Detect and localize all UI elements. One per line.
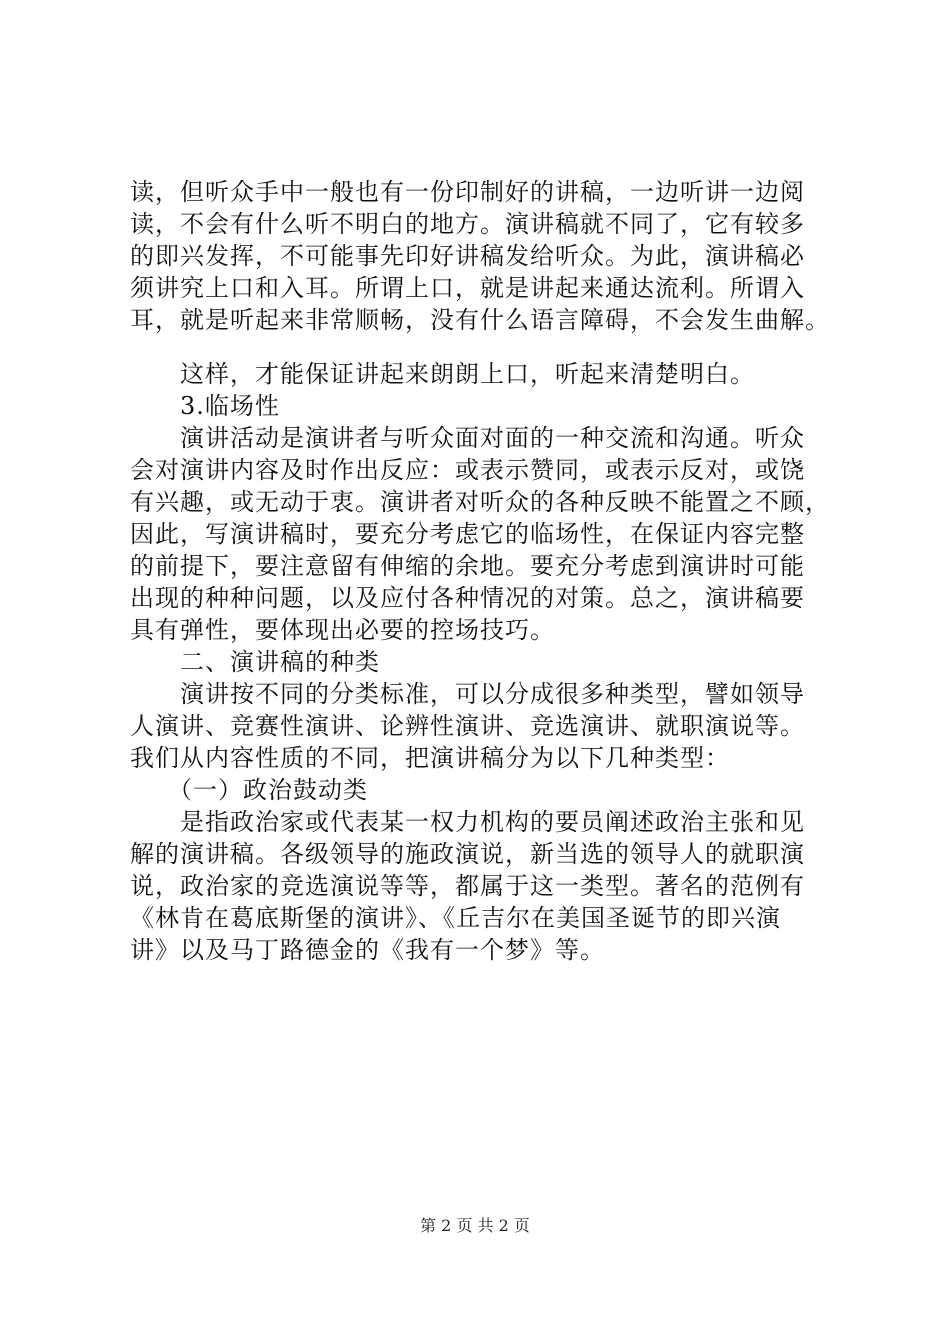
text-line: 读，但听众手中一般也有一份印制好的讲稿，一边听讲一边阅 <box>130 178 805 206</box>
section-heading: 二、演讲稿的种类 <box>130 648 380 676</box>
text-line: 具有弹性，要体现出必要的控场技巧。 <box>130 616 555 644</box>
text-line: 耳，就是听起来非常顺畅，没有什么语言障碍，不会发生曲解。 <box>130 306 830 334</box>
text-line: 人演讲、竞赛性演讲、论辨性演讲、竞选演讲、就职演说等。 <box>130 712 805 740</box>
text-line: 解的演讲稿。各级领导的施政演说，新当选的领导人的就职演 <box>130 840 805 868</box>
text-line: 讲》以及马丁路德金的《我有一个梦》等。 <box>130 936 605 964</box>
text-line: 的前提下，要注意留有伸缩的余地。要充分考虑到演讲时可能 <box>130 552 805 580</box>
text-line: 须讲究上口和入耳。所谓上口，就是讲起来通达流利。所谓入 <box>130 274 805 302</box>
text-line: 的即兴发挥，不可能事先印好讲稿发给听众。为此，演讲稿必 <box>130 242 805 270</box>
text-line: 是指政治家或代表某一权力机构的要员阐述政治主张和见 <box>130 808 805 836</box>
text-line: 有兴趣，或无动于衷。演讲者对听众的各种反映不能置之不顾， <box>130 488 830 516</box>
subsection-heading: （一）政治鼓动类 <box>130 776 368 804</box>
text-line: 出现的种种问题，以及应付各种情况的对策。总之，演讲稿要 <box>130 584 805 612</box>
text-line: 演讲按不同的分类标准，可以分成很多种类型，譬如领导 <box>130 680 805 708</box>
page-footer: 第 2 页 共 2 页 <box>420 1216 530 1235</box>
text-line: 读，不会有什么听不明白的地方。演讲稿就不同了，它有较多 <box>130 210 805 238</box>
text-line: 我们从内容性质的不同，把演讲稿分为以下几种类型： <box>130 744 730 772</box>
text-line: 会对演讲内容及时作出反应：或表示赞同，或表示反对，或饶 <box>130 456 805 484</box>
text-line: 《林肯在葛底斯堡的演讲》、《丘吉尔在美国圣诞节的即兴演 <box>130 904 781 932</box>
section-heading: 3.临场性 <box>130 392 280 420</box>
text-line: 因此，写演讲稿时，要充分考虑它的临场性，在保证内容完整 <box>130 520 805 548</box>
text-line: 这样，才能保证讲起来朗朗上口，听起来清楚明白。 <box>130 360 755 388</box>
text-line: 说，政治家的竞选演说等等，都属于这一类型。著名的范例有 <box>130 872 805 900</box>
text-line: 演讲活动是演讲者与听众面对面的一种交流和沟通。听众 <box>130 424 805 452</box>
